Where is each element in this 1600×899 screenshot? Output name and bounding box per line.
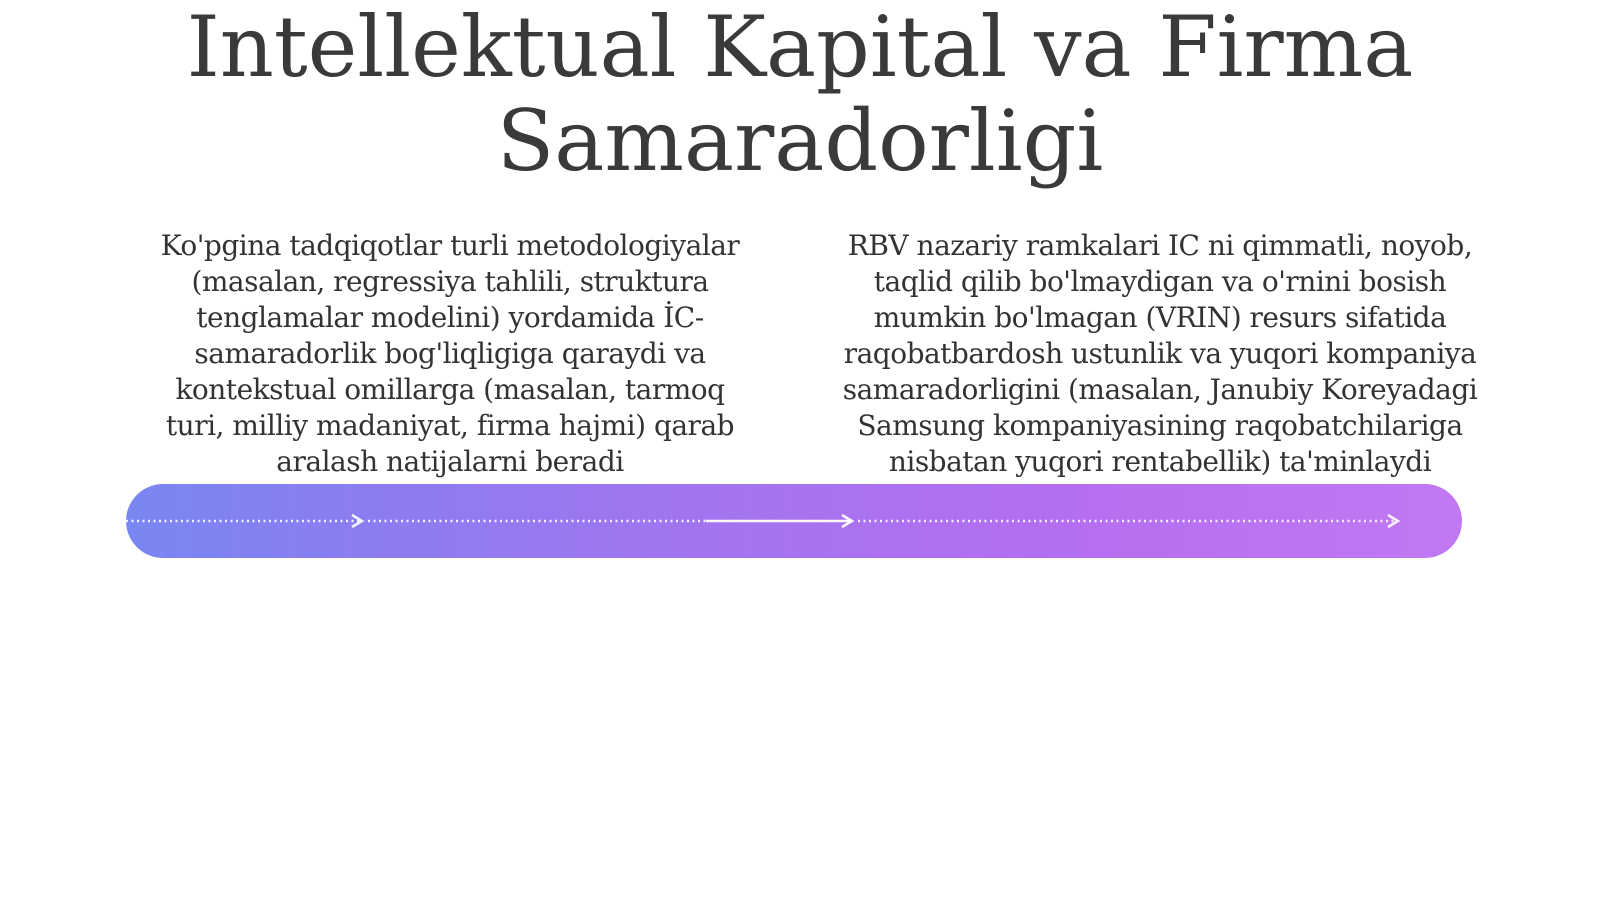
left-paragraph: Ko'pgina tadqiqotlar turli metodologiyalar (masalan, regressiya tahlili, struktura tenglamalar modelini) yordamida İC-samaradorlik bog'liqligiga qaraydi va kontekstual omillarga (masalan, tarmoq turi, milliy madaniyat, firma hajmi) qarab aralash natijalarni beradi bbox=[160, 229, 740, 478]
right-paragraph: RBV nazariy ramkalari IC ni qimmatli, noyob, taqlid qilib bo'lmaydigan va o'rnini bosish mumkin bo'lmagan (VRIN) resurs sifatida raqobatbardosh ustunlik va yuqori kompaniya samaradorligini (masalan, Janubiy Koreyadagi Samsung kompaniyasining raqobatchilariga nisbatan yuqori rentabellik) ta'minlaydi bbox=[842, 229, 1478, 478]
timeline-bar bbox=[126, 484, 1462, 558]
timeline-arrows bbox=[126, 484, 1462, 558]
slide-title: Intellektual Kapital va Firma Samaradorligi bbox=[186, 0, 1414, 190]
